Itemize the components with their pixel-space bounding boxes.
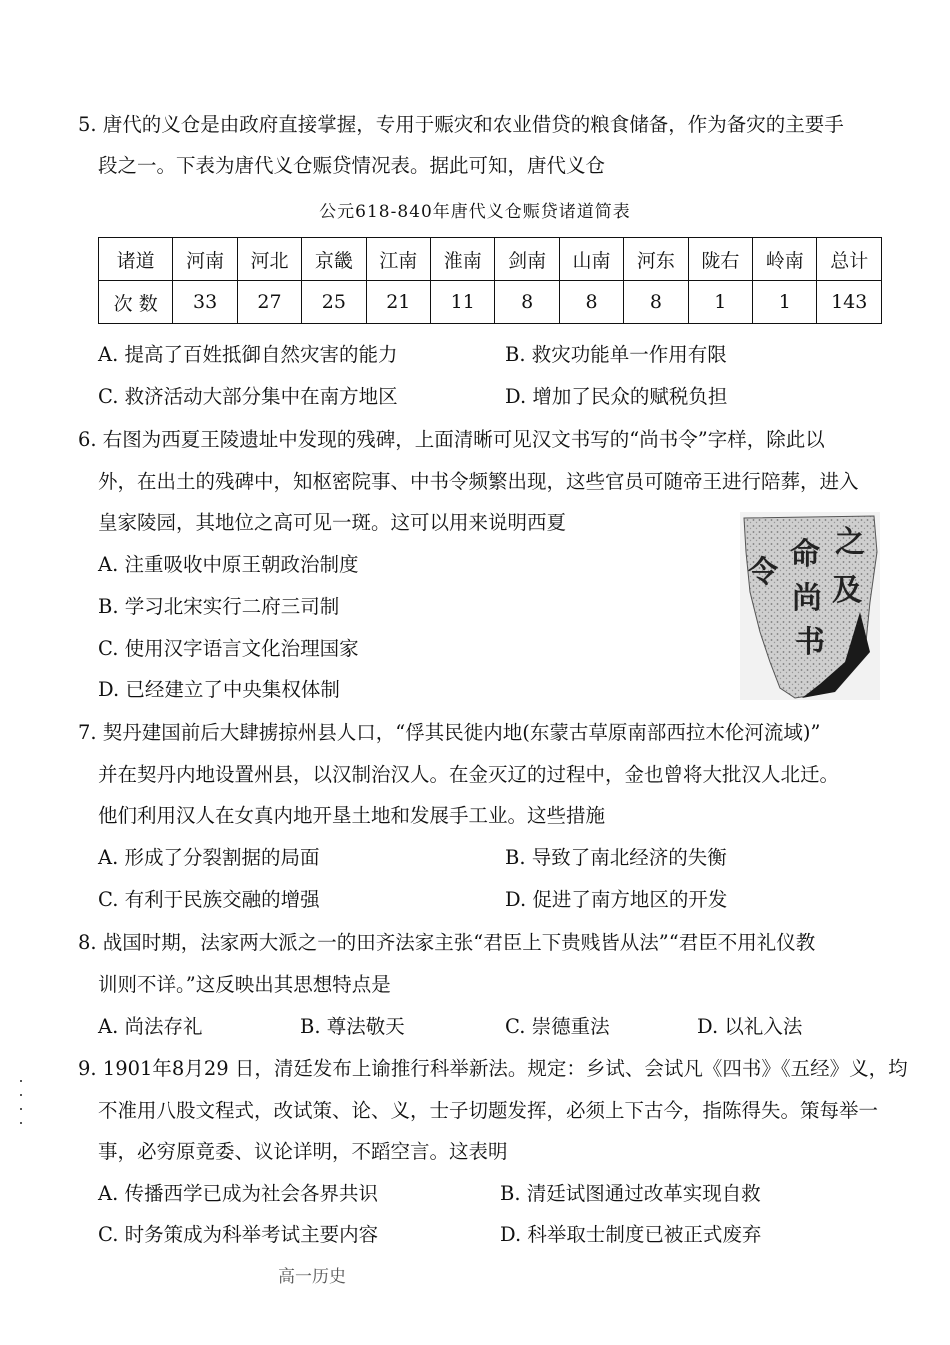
q5-option-b[interactable]: B. 救灾功能单一作用有限 xyxy=(505,343,727,366)
region-cell: 淮南 xyxy=(431,238,495,281)
q9-option-b[interactable]: B. 清廷试图通过改革实现自救 xyxy=(500,1182,761,1205)
region-cell: 剑南 xyxy=(495,238,559,281)
q9-option-d[interactable]: D. 科举取士制度已被正式废弃 xyxy=(500,1223,762,1246)
region-cell: 总计 xyxy=(817,238,882,281)
count-cell: 11 xyxy=(431,281,495,324)
q9-option-a[interactable]: A. 传播西学已成为社会各界共识 xyxy=(98,1182,378,1205)
header-label-cell: 诸道 xyxy=(99,238,173,281)
stele-fragment-image xyxy=(740,512,880,700)
stele-char: 书 xyxy=(795,625,825,660)
q5-option-c[interactable]: C. 救济活动大部分集中在南方地区 xyxy=(98,385,398,408)
region-cell: 陇右 xyxy=(688,238,752,281)
count-cell: 8 xyxy=(624,281,688,324)
count-cell: 25 xyxy=(302,281,366,324)
count-cell: 8 xyxy=(495,281,559,324)
region-cell: 京畿 xyxy=(302,238,366,281)
q5-option-d[interactable]: D. 增加了民众的赋税负担 xyxy=(505,385,728,408)
q7-option-a[interactable]: A. 形成了分裂割据的局面 xyxy=(98,846,320,869)
table-count-row xyxy=(99,281,882,324)
q6-stem-line1: 6. 右图为西夏王陵遗址中发现的残碑，上面清晰可见汉文书写的“尚书令”字样，除此以 xyxy=(78,428,825,451)
count-cell: 1 xyxy=(753,281,817,324)
q5-option-a[interactable]: A. 提高了百姓抵御自然灾害的能力 xyxy=(98,343,398,366)
q7-stem-line3: 他们利用汉人在女真内地开垦土地和发展手工业。这些措施 xyxy=(98,804,606,827)
q7-stem-line1: 7. 契丹建国前后大肆掳掠州县人口，“俘其民徙内地(东蒙古草原南部西拉木伦河流域)” xyxy=(78,721,821,744)
region-cell: 河东 xyxy=(624,238,688,281)
q5-stem-line2: 段之一。下表为唐代义仓赈贷情况表。据此可知，唐代义仓 xyxy=(98,154,606,177)
stele-char: 命 xyxy=(790,537,820,572)
count-cell: 8 xyxy=(559,281,623,324)
region-cell: 江南 xyxy=(366,238,430,281)
q6-option-d: D. 已经建立了中央集权体制 xyxy=(98,678,340,701)
count-cell: 21 xyxy=(366,281,430,324)
q7-option-c[interactable]: C. 有利于民族交融的增强 xyxy=(98,888,320,911)
count-cell: 143 xyxy=(817,281,882,324)
q7-stem-line2: 并在契丹内地设置州县，以汉制治汉人。在金灭辽的过程中，金也曾将大批汉人北迁。 xyxy=(98,763,840,786)
q9-stem-line2: 不准用八股文程式，改试策、论、义，士子切题发挥，必须上下古今，指陈得失。策每举一 xyxy=(98,1099,879,1122)
q5-stem-line1: 5. 唐代的义仓是由政府直接掌握，专用于赈灾和农业借贷的粮食储备，作为备灾的主要手 xyxy=(78,113,844,136)
q6-option-b[interactable]: B. 学习北宋实行二府三司制 xyxy=(98,595,340,618)
q8-option-d[interactable]: D. 以礼入法 xyxy=(697,1015,803,1038)
stele-char: 令 xyxy=(748,555,778,590)
table-caption: 公元618-840年唐代义仓赈贷诸道简表 xyxy=(319,202,631,222)
q9-stem-line3: 事，必穷原竟委、议论详明，不蹈空言。这表明 xyxy=(98,1140,508,1163)
stele-char: 尚 xyxy=(792,581,822,616)
q7-option-d[interactable]: D. 促进了南方地区的开发 xyxy=(505,888,728,911)
q8-option-a[interactable]: A. 尚法存礼 xyxy=(98,1015,203,1038)
q6-option-a[interactable]: A. 注重吸收中原王朝政治制度 xyxy=(98,553,359,576)
q6-stem-line3: 皇家陵园，其地位之高可见一斑。这可以用来说明西夏 xyxy=(98,511,567,534)
count-cell: 33 xyxy=(173,281,237,324)
stele-char: 之 xyxy=(835,525,865,560)
count-cell: 1 xyxy=(688,281,752,324)
q8-option-c[interactable]: C. 崇德重法 xyxy=(505,1015,610,1038)
relief-table xyxy=(98,237,882,324)
region-cell: 山南 xyxy=(559,238,623,281)
stele-char: 及 xyxy=(832,573,862,608)
region-cell: 河北 xyxy=(237,238,301,281)
region-cell: 岭南 xyxy=(753,238,817,281)
q8-option-b[interactable]: B. 尊法敬天 xyxy=(300,1015,405,1038)
q7-option-b[interactable]: B. 导致了南北经济的失衡 xyxy=(505,846,727,869)
q9-option-c[interactable]: C. 时务策成为科举考试主要内容 xyxy=(98,1223,379,1246)
q9-stem-line1: 9. 1901年8月29 日，清廷发布上谕推行科举新法。规定：乡试、会试凡《四书》《五经》义，均 xyxy=(78,1057,908,1080)
count-cell: 27 xyxy=(237,281,301,324)
page-footer: 高一历史 xyxy=(278,1267,346,1287)
stele-illustration xyxy=(740,512,880,700)
table-header-row xyxy=(99,238,882,281)
q6-option-c[interactable]: C. 使用汉字语言文化治理国家 xyxy=(98,637,359,660)
region-cell: 河南 xyxy=(173,238,237,281)
margin-dots xyxy=(20,1080,22,1136)
q8-stem-line1: 8. 战国时期，法家两大派之一的田齐法家主张“君臣上下贵贱皆从法”“君臣不用礼仪教 xyxy=(78,931,816,954)
q6-stem-line2: 外，在出土的残碑中，知枢密院事、中书令频繁出现，这些官员可随帝王进行陪葬，进入 xyxy=(98,470,859,493)
q8-stem-line2: 训则不详。”这反映出其思想特点是 xyxy=(98,973,391,996)
count-label-cell: 次 数 xyxy=(99,281,173,324)
